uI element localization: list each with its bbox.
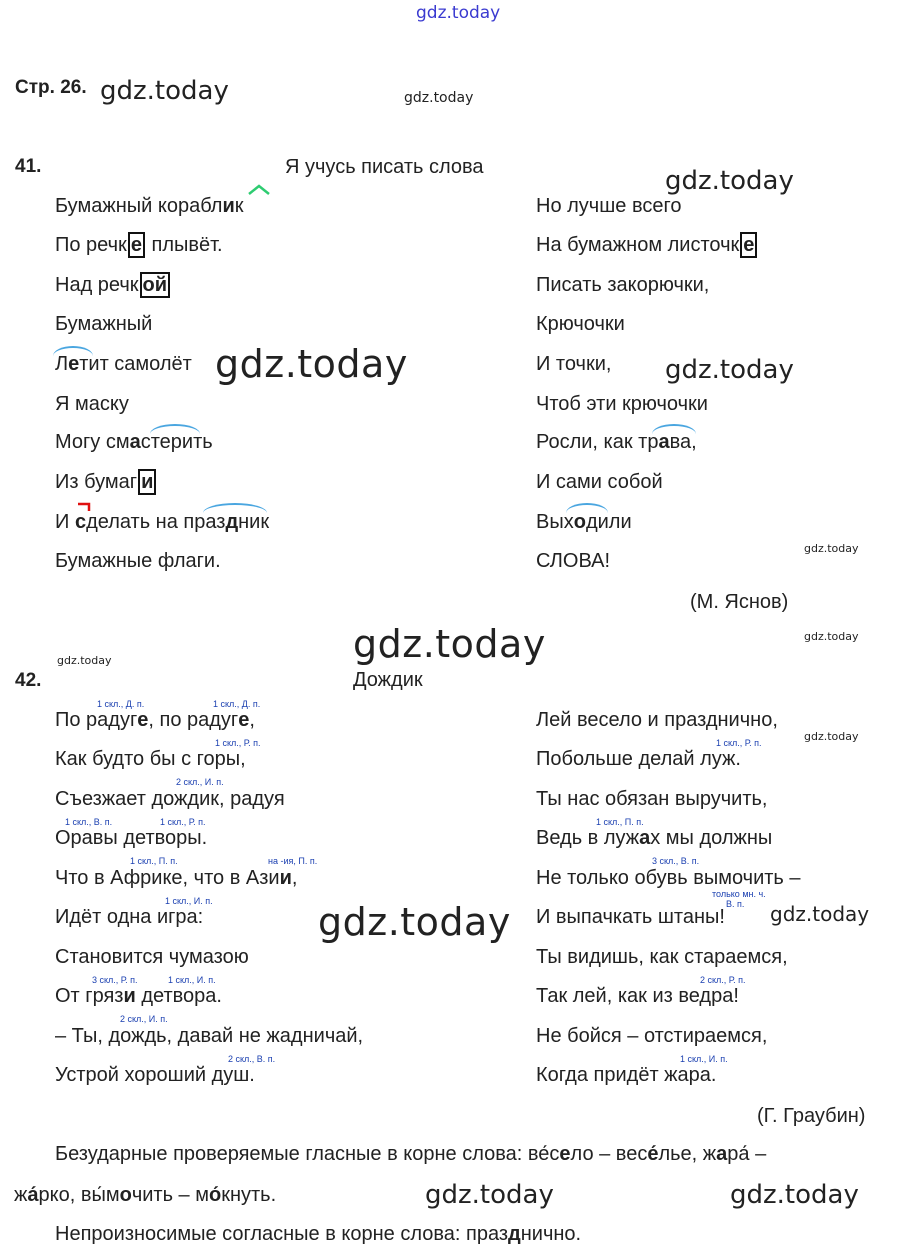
poem-line: Выходили	[536, 511, 632, 533]
poem-line: Чтоб эти крючочки	[536, 393, 708, 415]
poem-line: Так лей, как из ведра!	[536, 985, 739, 1007]
watermark: gdz.today	[425, 1180, 554, 1210]
rule-unstressed-vowels: Безударные проверяемые гласные в корне слова: ве́село – весе́лье, жара́ –	[55, 1143, 767, 1165]
poem-line: Устрой хороший душ.	[55, 1064, 255, 1086]
watermark: gdz.today	[665, 166, 794, 196]
poem-line: Но лучше всего	[536, 195, 682, 217]
poem-line: Летит самолёт	[55, 353, 192, 375]
poem-line: По радуге, по радуге,	[55, 709, 255, 731]
poem-line: Над речк ой	[55, 273, 171, 297]
grammar-annotation: 1 скл., Р. п.	[160, 817, 206, 827]
poem-line: СЛОВА!	[536, 550, 611, 572]
poem-line: Когда придёт жара.	[536, 1064, 717, 1086]
stress-mark-icon	[247, 184, 271, 196]
grammar-annotation: 1 скл., И. п.	[680, 1054, 728, 1064]
exercise-42-number: 42.	[15, 670, 42, 691]
poem-line: И сделать на праздник	[55, 511, 270, 533]
watermark: gdz.today	[100, 76, 229, 106]
poem-line: Я маску	[55, 393, 129, 415]
grammar-annotation: 3 скл., Р. п.	[92, 975, 138, 985]
page-label: Стр. 26.	[15, 77, 87, 98]
watermark: gdz.today	[353, 622, 546, 666]
watermark-top: gdz.today	[416, 3, 501, 23]
exercise-41-author: (М. Яснов)	[690, 591, 789, 613]
grammar-annotation: 1 скл., Д. п.	[97, 699, 145, 709]
poem-line: Становится чумазою	[55, 946, 249, 968]
watermark: gdz.today	[804, 630, 859, 643]
grammar-annotation: 1 скл., П. п.	[596, 817, 644, 827]
poem-line: Ты нас обязан выручить,	[536, 788, 768, 810]
exercise-42-author: (Г. Граубин)	[757, 1105, 866, 1127]
poem-line: По речк е плывёт.	[55, 234, 223, 256]
poem-line: Не бойся – отстираемся,	[536, 1025, 768, 1047]
poem-line: Бумажный	[55, 313, 153, 335]
poem-line: Что в Африке, что в Азии,	[55, 867, 298, 889]
grammar-annotation: 2 скл., И. п.	[176, 777, 224, 787]
grammar-annotation: В. п.	[726, 899, 745, 909]
grammar-annotation: 1 скл., П. п.	[130, 856, 178, 866]
watermark: gdz.today	[404, 90, 474, 106]
poem-line: Писать закорючки,	[536, 274, 710, 296]
poem-line: Оравы детворы.	[55, 827, 208, 849]
watermark: gdz.today	[804, 542, 859, 555]
watermark: gdz.today	[665, 355, 794, 385]
grammar-annotation: на -ия, П. п.	[268, 856, 318, 866]
grammar-annotation: 3 скл., В. п.	[652, 856, 700, 866]
watermark: gdz.today	[804, 730, 859, 743]
grammar-annotation: 1 скл., Р. п.	[215, 738, 261, 748]
watermark: gdz.today	[318, 900, 511, 944]
grammar-annotation: 1 скл., И. п.	[168, 975, 216, 985]
grammar-annotation: 1 скл., Д. п.	[213, 699, 261, 709]
watermark: gdz.today	[770, 902, 870, 926]
poem-line: Побольше делай луж.	[536, 748, 741, 770]
poem-line: Как будто бы с горы,	[55, 748, 246, 770]
grammar-annotation: 1 скл., Р. п.	[716, 738, 762, 748]
poem-line: Из бумаг и	[55, 470, 157, 494]
poem-line: – Ты, дождь, давай не жадничай,	[55, 1025, 364, 1047]
rule-silent-consonants: Непроизносимые согласные в корне слова: празднично.	[55, 1223, 582, 1245]
poem-line: Лей весело и празднично,	[536, 709, 778, 731]
exercise-41-title: Я учусь писать слова	[285, 156, 484, 178]
poem-line: И точки,	[536, 353, 612, 375]
poem-line: Крючочки	[536, 313, 625, 335]
rule-unstressed-vowels-cont: жа́рко, вы́мочить – мо́кнуть.	[14, 1184, 277, 1206]
exercise-41-number: 41.	[15, 156, 42, 177]
poem-line: Ведь в лужах мы должны	[536, 827, 773, 849]
poem-line: И сами собой	[536, 471, 663, 493]
poem-line: И выпачкать штаны!	[536, 906, 725, 928]
poem-line: Бумажные флаги.	[55, 550, 221, 572]
grammar-annotation: 2 скл., Р. п.	[700, 975, 746, 985]
watermark: gdz.today	[57, 654, 112, 667]
poem-line: От грязи детвора.	[55, 985, 222, 1007]
poem-line: На бумажном листочк е	[536, 233, 758, 257]
poem-line: Ты видишь, как стараемся,	[536, 946, 788, 968]
poem-line: Съезжает дождик, радуя	[55, 788, 285, 810]
grammar-annotation: 2 скл., В. п.	[228, 1054, 276, 1064]
poem-line: Могу смастерить	[55, 431, 213, 453]
grammar-annotation: 1 скл., И. п.	[165, 896, 213, 906]
watermark: gdz.today	[215, 342, 408, 386]
watermark: gdz.today	[730, 1180, 859, 1210]
poem-line: Идёт одна игра:	[55, 906, 204, 928]
poem-line: Росли, как трава,	[536, 431, 697, 453]
grammar-annotation: только мн. ч.	[712, 889, 766, 899]
grammar-annotation: 2 скл., И. п.	[120, 1014, 168, 1024]
grammar-annotation: 1 скл., В. п.	[65, 817, 113, 827]
poem-line: Бумажный кораблик	[55, 195, 244, 217]
poem-line: Не только обувь вымочить –	[536, 867, 801, 889]
exercise-42-title: Дождик	[353, 669, 423, 691]
